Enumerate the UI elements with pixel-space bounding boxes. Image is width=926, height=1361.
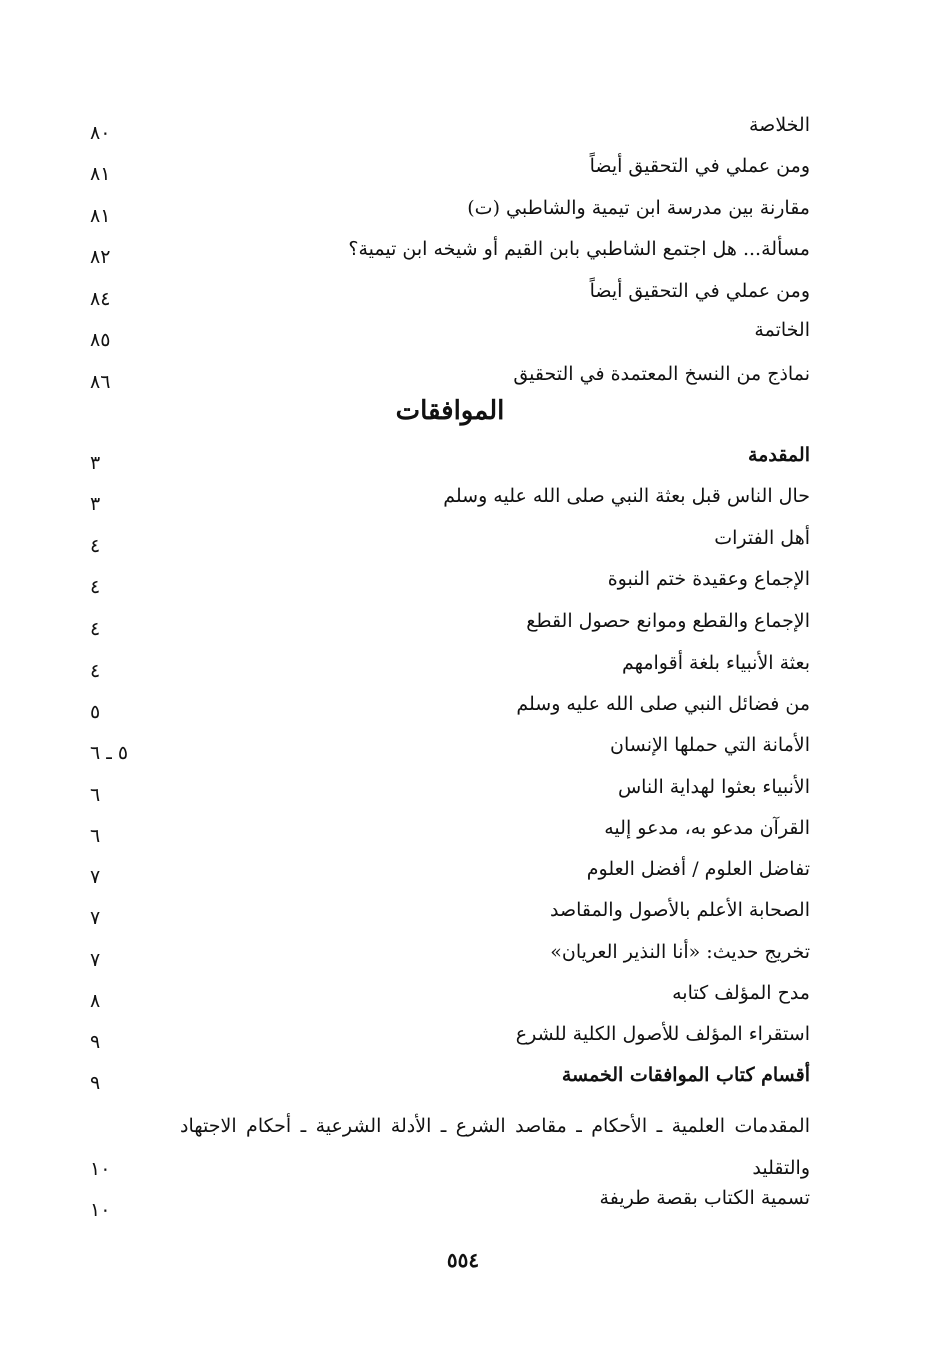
toc-entry-page: ٧ [90,949,101,971]
toc-entry-title: القرآن مدعو به، مدعو إليه [604,817,810,839]
toc-entry-page: ٧ [90,907,101,929]
toc-entry [90,443,810,483]
toc-entry-page: ٤ [90,660,101,682]
toc-entry-page: ٣ [90,493,101,515]
toc-entry-page: ٥ [90,701,101,723]
page-number: ٥٥٤ [446,1248,480,1272]
toc-entry-title: نماذج من النسخ المعتمدة في التحقيق [513,363,810,385]
toc-entry-title: الخلاصة [749,114,810,136]
toc-entry [90,898,810,938]
toc-entry-title: مسألة... هل اجتمع الشاطبي بابن القيم أو شيخه ابن تيمية؟ [348,238,810,260]
toc-entry-page: ٧ [90,866,101,888]
toc-entry [90,775,810,815]
toc-entry-title-wrapped: المقدمات العلمية ـ الأحكام ـ مقاصد الشرع ـ الأدلة الشرعية ـ أحكام الاجتهاد والتقليد [180,1115,810,1179]
toc-entry-page: ١٠ [90,1158,111,1180]
toc-entry-title: الأنبياء بعثوا لهداية الناس [617,776,810,798]
toc-entry-title: تسمية الكتاب بقصة طريفة [599,1187,810,1209]
toc-entry-page: ٨٥ [90,329,111,351]
toc-entry-page: ٣ [90,452,101,474]
toc-entry [90,609,810,649]
toc-entry-page: ٩ [90,1031,101,1053]
toc-entry-page: ٤ [90,576,101,598]
toc-entry-title: الصحابة الأعلم بالأصول والمقاصد [550,899,810,921]
toc-entry-title: تخريج حديث: «أنا النذير العريان» [550,941,810,963]
toc-entry [90,526,810,566]
toc-entry-page: ٨٦ [90,371,111,393]
toc-entry-title: الأمانة التي حملها الإنسان [610,734,810,756]
toc-entry-title: أهل الفترات [714,527,810,549]
toc-entry [90,940,810,980]
toc-entry [90,113,810,153]
toc-entry-title: المقدمة [747,444,810,466]
toc-entry-title: الإجماع وعقيدة ختم النبوة [607,568,810,590]
toc-entry-page: ٨١ [90,163,111,185]
toc-entry [90,237,810,277]
toc-entry [90,154,810,194]
toc-entry-page: ٨٢ [90,246,111,268]
toc-entry [90,1186,810,1226]
toc-entry-page: ٦ [90,825,101,847]
toc-entry-title: تفاضل العلوم / أفضل العلوم [586,858,810,880]
toc-entry-page: ٨٠ [90,122,111,144]
toc-entry [90,1063,810,1103]
toc-entry-title: من فضائل النبي صلى الله عليه وسلم [516,693,810,715]
toc-entry-page: ٩ [90,1072,101,1094]
toc-entry [90,1022,810,1062]
toc-entry [90,318,810,358]
toc-entry-page: ٤ [90,618,101,640]
toc-entry [90,279,810,319]
toc-entry [90,857,810,897]
toc-entry-page: ٨١ [90,205,111,227]
section-heading: الموافقات [395,396,505,426]
toc-entry-title: استقراء المؤلف للأصول الكلية للشرع [515,1023,810,1045]
toc-entry-title: مقارنة بين مدرسة ابن تيمية والشاطبي (ت) [467,197,810,219]
toc-entry-title: ومن عملي في التحقيق أيضاً [589,155,810,177]
toc-entry [90,484,810,524]
toc-entry [90,651,810,691]
toc-entry-page: ٨ [90,990,101,1012]
toc-entry-page: ٦ [90,784,101,806]
toc-entry [90,692,810,732]
toc-entry [90,196,810,236]
toc-entry-title: بعثة الأنبياء بلغة أقوامهم [621,652,810,674]
toc-entry [90,816,810,856]
toc-entry [90,733,810,773]
toc-entry-title: الإجماع والقطع وموانع حصول القطع [526,610,810,632]
toc-entry-title: ومن عملي في التحقيق أيضاً [589,280,810,302]
toc-entry-title: أقسام كتاب الموافقات الخمسة [561,1064,810,1086]
toc-entry-title: حال الناس قبل بعثة النبي صلى الله عليه وسلم [443,485,810,507]
toc-entry-page: ٥ ـ ٦ [90,742,129,764]
toc-entry [90,567,810,607]
toc-entry-page: ٨٤ [90,288,111,310]
toc-entry-page: ٤ [90,535,101,557]
toc-entry-title: مدح المؤلف كتابه [672,982,810,1004]
toc-entry-title: الخاتمة [754,319,810,341]
toc-entry-page: ١٠ [90,1199,111,1221]
toc-entry [90,981,810,1021]
